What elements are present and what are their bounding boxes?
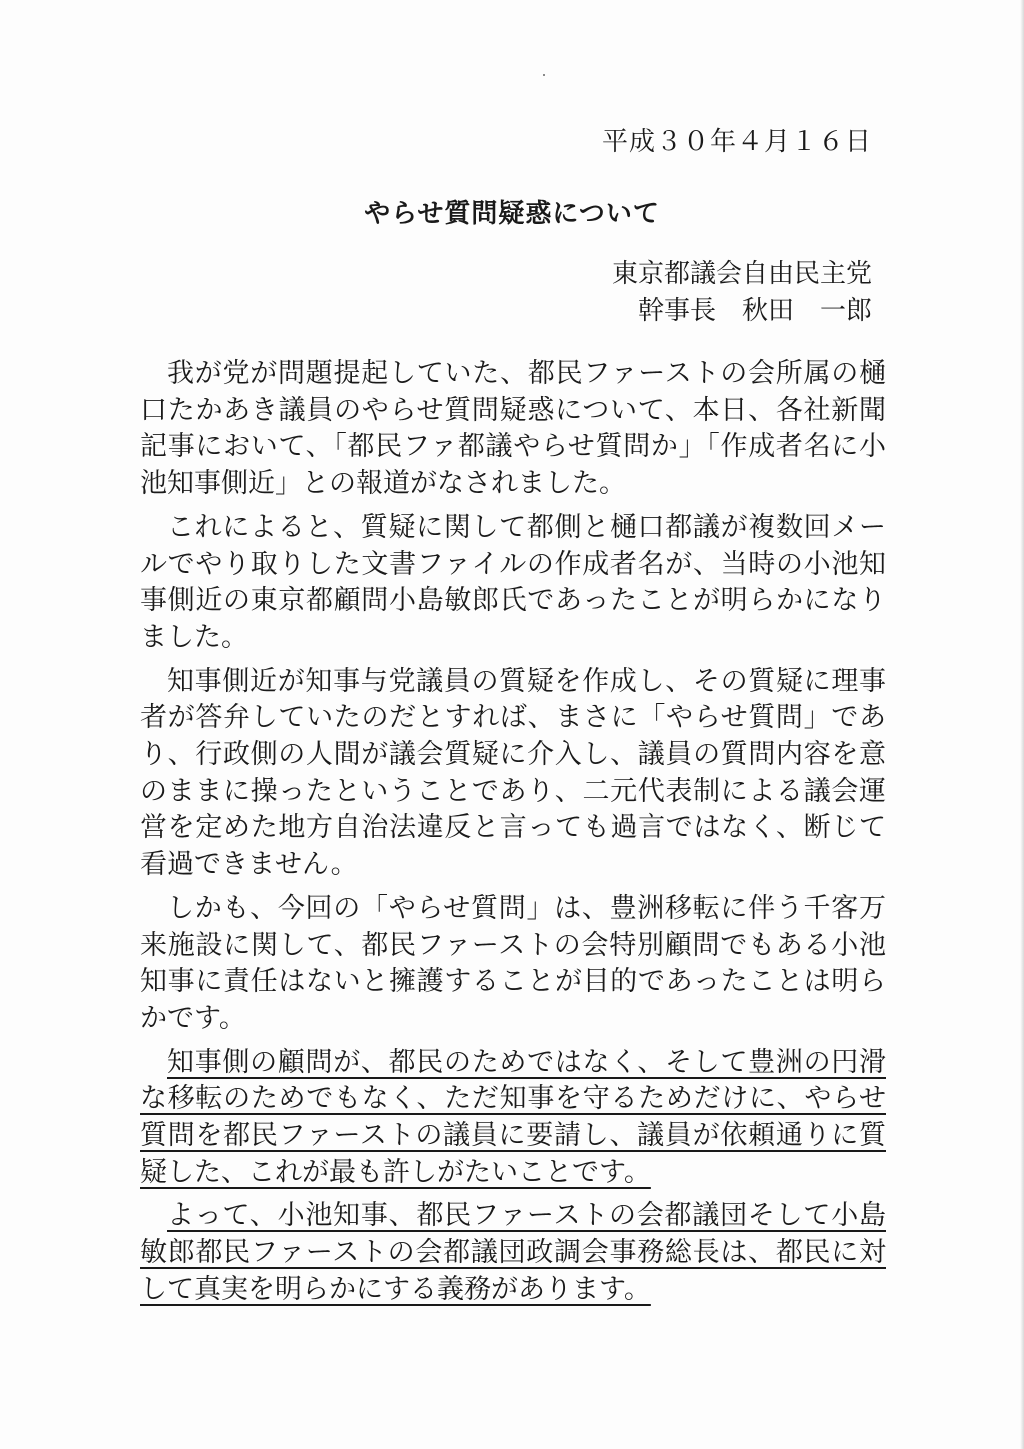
author-organization: 東京都議会自由民主党: [611, 259, 872, 289]
paragraph: 我が党が問題提起していた、都民ファーストの会所属の樋口たかあき議員のやらせ質問疑惑について、本日、各社新聞記事において、「都民ファ都議やらせ質問か」「作成者名に小池知事側近」との報道がなされました。: [140, 358, 886, 500]
scan-speck: [543, 74, 545, 76]
paragraph: これによると、質疑に関して都側と樋口都議が複数回メールでやり取りした文書ファイルの作成者名が、当時の小池知事側近の東京都顧問小島敏郎氏であったことが明らかになりました。: [140, 511, 886, 653]
author-name: 幹事長 秋田 一郎: [637, 296, 872, 326]
paragraph: しかも、今回の「やらせ質問」は、豊洲移転に伴う千客万来施設に関して、都民ファーストの会特別顧問でもある小池知事に責任はないと擁護することが目的であったことは明らかです。: [140, 892, 886, 1034]
document-title: やらせ質問疑惑について: [364, 199, 660, 229]
underlined-paragraph: 知事側の顧問が、都民のためではなく、そして豊洲の円滑な移転のためでもなく、ただ知事を守るためだけに、やらせ質問を都民ファーストの議員に要請し、議員が依頼通りに質疑した、これが最も許しがたいことです。: [140, 1046, 886, 1188]
document-date: 平成３０年４月１６日: [601, 127, 872, 157]
paragraph: 知事側近が知事与党議員の質疑を作成し、その質疑に理事者が答弁していたのだとすれば、まさに「やらせ質問」であり、行政側の人間が議会質疑に介入し、議員の質問内容を意のままに操ったということであり、二元代表制による議会運営を定めた地方自治法違反と言っても過言ではなく、断じて看過できません。: [140, 665, 886, 881]
document-body: [140, 356, 886, 1316]
underlined-paragraph: よって、小池知事、都民ファーストの会都議団そして小島敏郎都民ファーストの会都議団政調会事務総長は、都民に対して真実を明らかにする義務があります。: [140, 1200, 886, 1305]
